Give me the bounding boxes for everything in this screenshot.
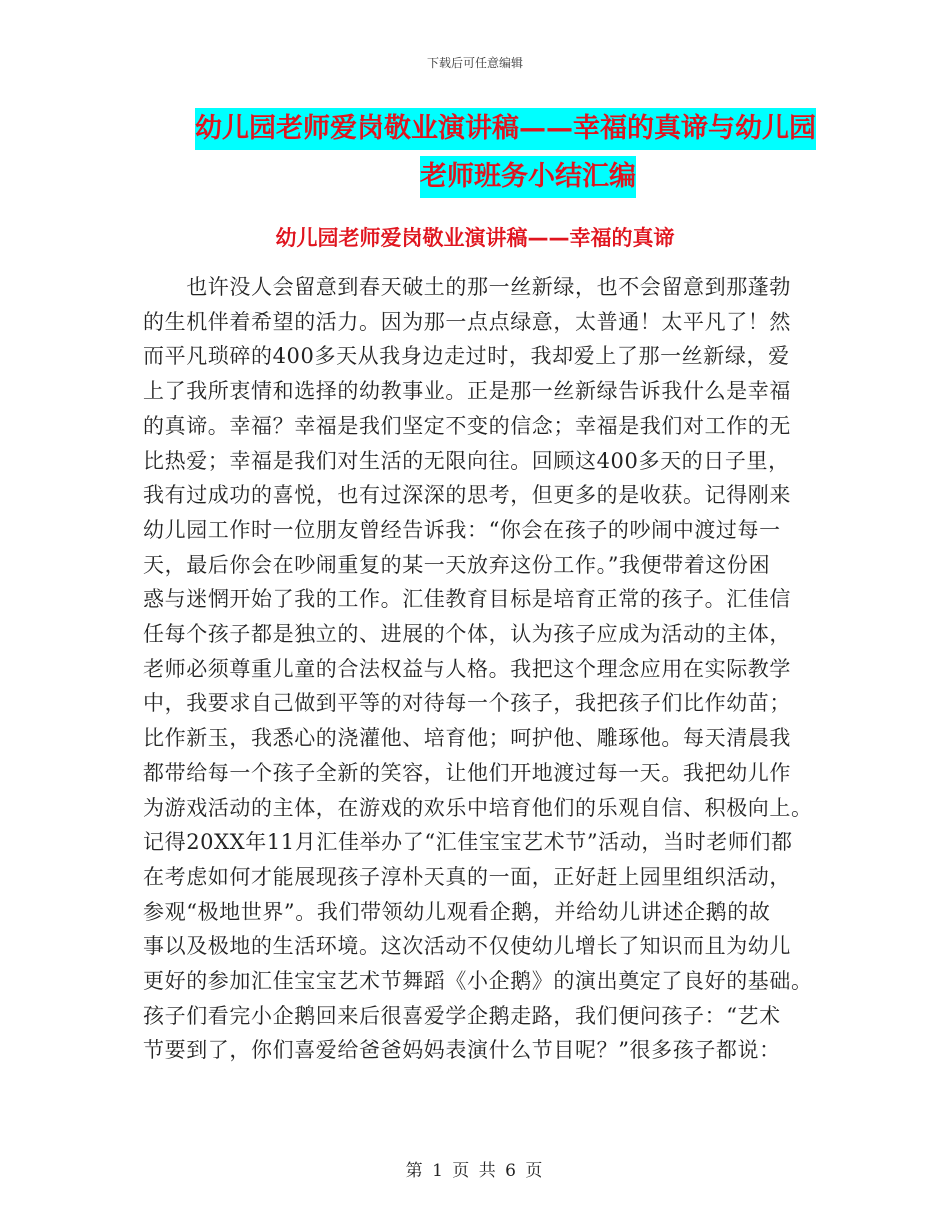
body-line: 也许没人会留意到春天破土的那一丝新绿，也不会留意到那蓬勃 xyxy=(143,275,791,299)
body-line: 孩子们看完小企鹅回来后很喜爱学企鹅走路，我们便问孩子：“艺术 xyxy=(143,1003,781,1028)
page-header: 下载后可任意编辑 xyxy=(426,56,523,70)
page-footer: 第 1 页 共 6 页 xyxy=(405,1161,545,1181)
body-line: 比热爱；幸福是我们对生活的无限向往。回顾这400多天的日子里， xyxy=(143,448,790,473)
section-heading: 幼儿园老师爱岗敬业演讲稿——幸福的真谛 xyxy=(275,226,675,250)
body-text xyxy=(143,270,811,1068)
body-line: 更好的参加汇佳宝宝艺术节舞蹈《小企鹅》的演出奠定了良好的基础。 xyxy=(143,969,813,994)
body-line: 老师必须尊重儿童的合法权益与人格。我把这个理念应用在实际教学 xyxy=(143,656,791,681)
body-line: 任每个孩子都是独立的、进展的个体，认为孩子应成为活动的主体， xyxy=(143,622,791,647)
body-line: 为游戏活动的主体，在游戏的欢乐中培育他们的乐观自信、积极向上。 xyxy=(143,795,813,820)
body-line: 惑与迷惘开始了我的工作。汇佳教育目标是培育正常的孩子。汇佳信 xyxy=(143,587,791,612)
body-line: 天，最后你会在吵闹重复的某一天放弃这份工作。”我便带着这份困 xyxy=(143,552,771,577)
body-line: 中，我要求自己做到平等的对待每一个孩子，我把孩子们比作幼苗； xyxy=(143,691,791,716)
body-line: 的生机伴着希望的活力。因为那一点点绿意，太普通！太平凡了！然 xyxy=(143,309,791,334)
body-line: 参观“极地世界”。我们带领幼儿观看企鹅，并给幼儿讲述企鹅的故 xyxy=(143,899,771,924)
body-line: 记得20XX年11月汇佳举办了“汇佳宝宝艺术节”活动，当时老师们都 xyxy=(143,830,793,855)
body-line: 的真谛。幸福？幸福是我们坚定不变的信念；幸福是我们对工作的无 xyxy=(143,413,791,438)
body-line: 我有过成功的喜悦，也有过深深的思考，但更多的是收获。记得刚来 xyxy=(143,483,791,508)
body-line: 节要到了，你们喜爱给爸爸妈妈表演什么节目呢？”很多孩子都说： xyxy=(143,1038,781,1063)
body-line: 幼儿园工作时一位朋友曾经告诉我：“你会在孩子的吵闹中渡过每一 xyxy=(143,517,781,542)
body-line: 在考虑如何才能展现孩子淳朴天真的一面，正好赶上园里组织活动， xyxy=(143,864,791,889)
body-line: 事以及极地的生活环境。这次活动不仅使幼儿增长了知识而且为幼儿 xyxy=(143,934,791,959)
body-line: 上了我所衷情和选择的幼教事业。正是那一丝新绿告诉我什么是幸福 xyxy=(143,379,791,404)
title-line-1: 幼儿园老师爱岗敬业演讲稿——幸福的真谛与幼儿园 xyxy=(195,108,816,150)
body-line: 而平凡琐碎的400多天从我身边走过时，我却爱上了那一丝新绿，爱 xyxy=(143,344,790,369)
body-line: 比作新玉，我悉心的浇灌他、培育他；呵护他、雕琢他。每天清晨我 xyxy=(143,726,791,751)
body-line: 都带给每一个孩子全新的笑容，让他们开地渡过每一天。我把幼儿作 xyxy=(143,760,791,785)
title-line-2: 老师班务小结汇编 xyxy=(420,156,636,198)
